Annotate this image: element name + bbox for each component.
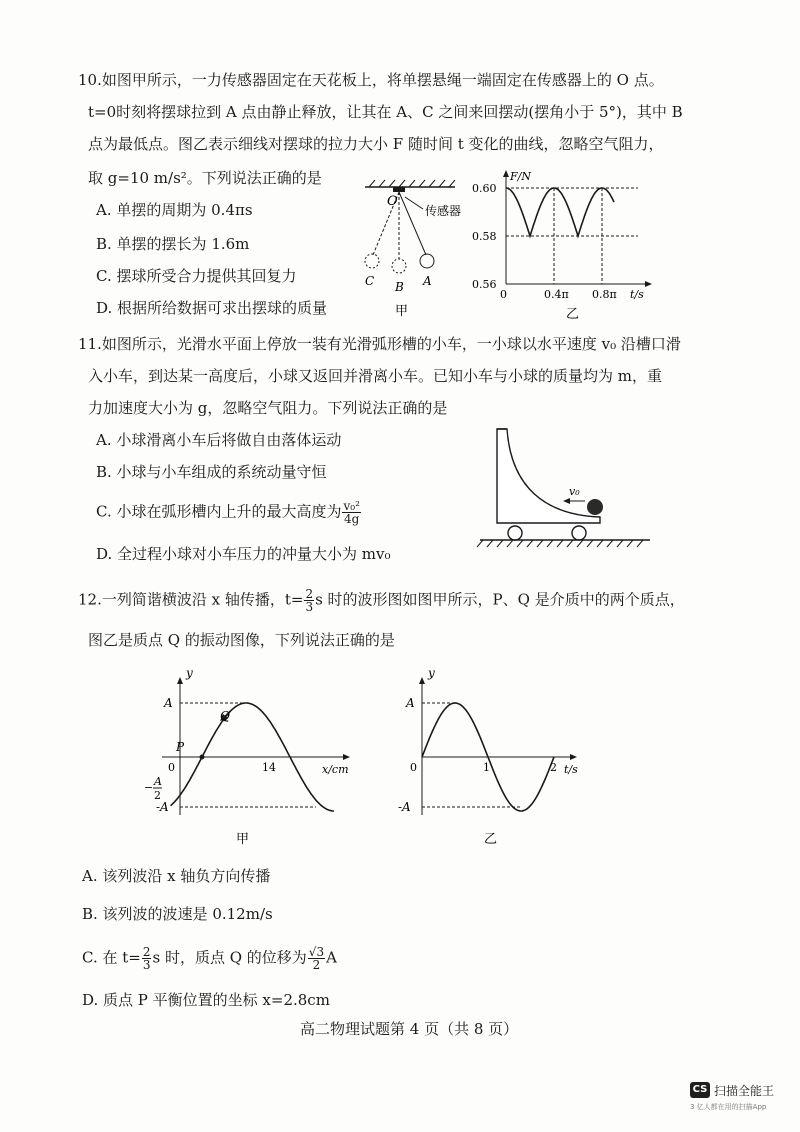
q12-c-t-den: 3 xyxy=(142,958,151,972)
q12-line-1 xyxy=(78,588,685,613)
q11-line-2: 入小车，到达某一高度后，小球又返回并滑离小车。已知小车与小球的质量均为 m，重 xyxy=(88,367,662,385)
ball-b xyxy=(392,259,406,273)
q10-line-3: 点为最低点。图乙表示细线对摆球的拉力大小 F 随时间 t 变化的曲线，忽略空气阻力， xyxy=(88,135,664,153)
q12-t-den: 3 xyxy=(305,600,314,614)
ft-xtick-0: 0 xyxy=(500,288,507,301)
wave-origin: 0 xyxy=(168,761,175,774)
ball-a xyxy=(420,254,434,268)
wave-ytick-neg-a: -A xyxy=(156,800,169,814)
wave-xtick-14: 14 xyxy=(262,761,276,774)
q12-option-c-disp xyxy=(308,946,325,971)
point-p xyxy=(200,755,205,760)
q10-line-4: 取 g=10 m/s²。下列说法正确的是 xyxy=(88,169,322,187)
wave-ylabel: y xyxy=(186,666,193,680)
vib-origin: 0 xyxy=(410,761,417,774)
q11-frac-den: 4g xyxy=(344,512,360,526)
q11-line-1: 11.如图所示，光滑水平面上停放一装有光滑弧形槽的小车，一小球以水平速度 v₀ 沿槽口滑 xyxy=(78,335,681,353)
q10-option-a: A. 单摆的周期为 0.4πs xyxy=(96,201,253,219)
q12-option-a: A. 该列波沿 x 轴负方向传播 xyxy=(82,867,271,885)
label-b: B xyxy=(395,280,404,294)
q12-option-b: B. 该列波的波速是 0.12m/s xyxy=(82,905,273,923)
label-v0: v₀ xyxy=(569,485,580,498)
q12-c-t-num: 2 xyxy=(142,945,151,959)
wave-caption: 甲 xyxy=(236,832,250,847)
q12-time-fraction xyxy=(304,588,314,613)
q11-cart-figure xyxy=(475,425,655,557)
cart-body xyxy=(497,429,600,523)
ft-ytick-0.58: 0.58 xyxy=(472,230,497,243)
q10-option-c: C. 摆球所受合力提供其回复力 xyxy=(96,267,297,285)
sensor-block xyxy=(393,187,405,192)
page-footer: 高二物理试题第 4 页（共 8 页） xyxy=(300,1020,519,1038)
wave-label-q: Q xyxy=(220,709,230,723)
cart-wheel-left xyxy=(508,526,522,540)
vib-xtick-1: 1 xyxy=(483,761,490,774)
q12-c-d-den: 2 xyxy=(312,958,321,972)
q11-option-c-fraction xyxy=(342,500,360,525)
label-a: A xyxy=(423,274,432,288)
scanner-tagline: 3 亿人都在用的扫描App xyxy=(690,1103,767,1111)
q12-option-c-post: A xyxy=(326,948,337,967)
wave-xlabel: x/cm xyxy=(322,763,349,776)
q12-option-c-time xyxy=(142,946,152,971)
wave-ytick-half-den: 2 xyxy=(154,789,161,802)
cart-wheel-right xyxy=(572,526,586,540)
q12-option-d: D. 质点 P 平衡位置的坐标 x=2.8cm xyxy=(82,991,330,1009)
ft-ytick-0.60: 0.60 xyxy=(472,182,497,195)
ball xyxy=(587,499,603,515)
ball-c xyxy=(365,254,379,268)
q10-line-2: t=0时刻将摆球拉到 A 点由静止释放，让其在 A、C 之间来回摆动(摆角小于 5°)，其中 B xyxy=(88,103,683,121)
wave-label-p: P xyxy=(176,740,185,754)
wave-ytick-a: A xyxy=(164,696,173,710)
label-c: C xyxy=(365,274,375,288)
q11-option-b: B. 小球与小车组成的系统动量守恒 xyxy=(96,463,327,481)
vib-xtick-2: 2 xyxy=(550,761,557,774)
q10-force-time-chart xyxy=(470,168,660,323)
q11-frac-num: v₀² xyxy=(343,499,360,513)
q11-option-c xyxy=(96,500,362,525)
wave-ytick-minus: − xyxy=(144,781,154,794)
q10-pendulum-figure xyxy=(355,175,480,320)
ft-ylabel: F/N xyxy=(510,170,531,183)
q12-line-2: 图乙是质点 Q 的振动图像，下列说法正确的是 xyxy=(88,631,395,649)
q12-option-c-pre: C. 在 t= xyxy=(82,948,141,967)
q10-line-1: 10.如图甲所示，一力传感器固定在天花板上，将单摆悬绳一端固定在传感器上的 O 点。 xyxy=(78,71,664,89)
vib-caption: 乙 xyxy=(484,832,498,847)
label-o: O xyxy=(387,194,398,209)
q12-c-d-num: √3 xyxy=(308,945,325,959)
q10-option-b: B. 单摆的摆长为 1.6m xyxy=(96,235,250,253)
q11-option-d: D. 全过程小球对小车压力的冲量大小为 mv₀ xyxy=(96,545,391,563)
q12-vibration-chart xyxy=(392,665,597,850)
q11-option-a: A. 小球滑离小车后将做自由落体运动 xyxy=(96,431,342,449)
q12-t-num: 2 xyxy=(305,587,314,601)
caption-jia: 甲 xyxy=(395,304,409,319)
wave-ytick-half-num: A xyxy=(154,775,162,788)
vib-xlabel: t/s xyxy=(564,763,578,776)
q12-option-c-mid: s 时，质点 Q 的位移为 xyxy=(152,948,307,967)
vib-ytick-neg-a: -A xyxy=(398,800,411,814)
scanner-name: 扫描全能王 xyxy=(714,1084,775,1098)
q12-wave-chart xyxy=(140,665,365,850)
ft-xtick-0.8pi: 0.8π xyxy=(592,288,617,301)
q11-line-3: 力加速度大小为 g，忽略空气阻力。下列说法正确的是 xyxy=(88,399,448,417)
ft-xtick-0.4pi: 0.4π xyxy=(544,288,569,301)
ft-xlabel: t/s xyxy=(630,288,644,301)
ft-series-line xyxy=(506,188,614,236)
q12-line-1-pre: 12.一列简谐横波沿 x 轴传播，t= xyxy=(78,590,304,609)
q11-option-c-text: C. 小球在弧形槽内上升的最大高度为 xyxy=(96,502,342,521)
label-sensor: 传感器 xyxy=(425,204,462,218)
vib-ylabel: y xyxy=(428,666,435,680)
ft-caption: 乙 xyxy=(566,307,580,322)
ft-ytick-0.56: 0.56 xyxy=(472,278,497,291)
q12-option-c xyxy=(82,946,337,971)
scanner-logo: CS xyxy=(690,1082,710,1098)
q10-option-d: D. 根据所给数据可求出摆球的质量 xyxy=(96,299,328,317)
vib-ytick-a: A xyxy=(406,696,415,710)
q12-line-1-post: s 时的波形图如图甲所示，P、Q 是介质中的两个质点， xyxy=(315,590,685,609)
